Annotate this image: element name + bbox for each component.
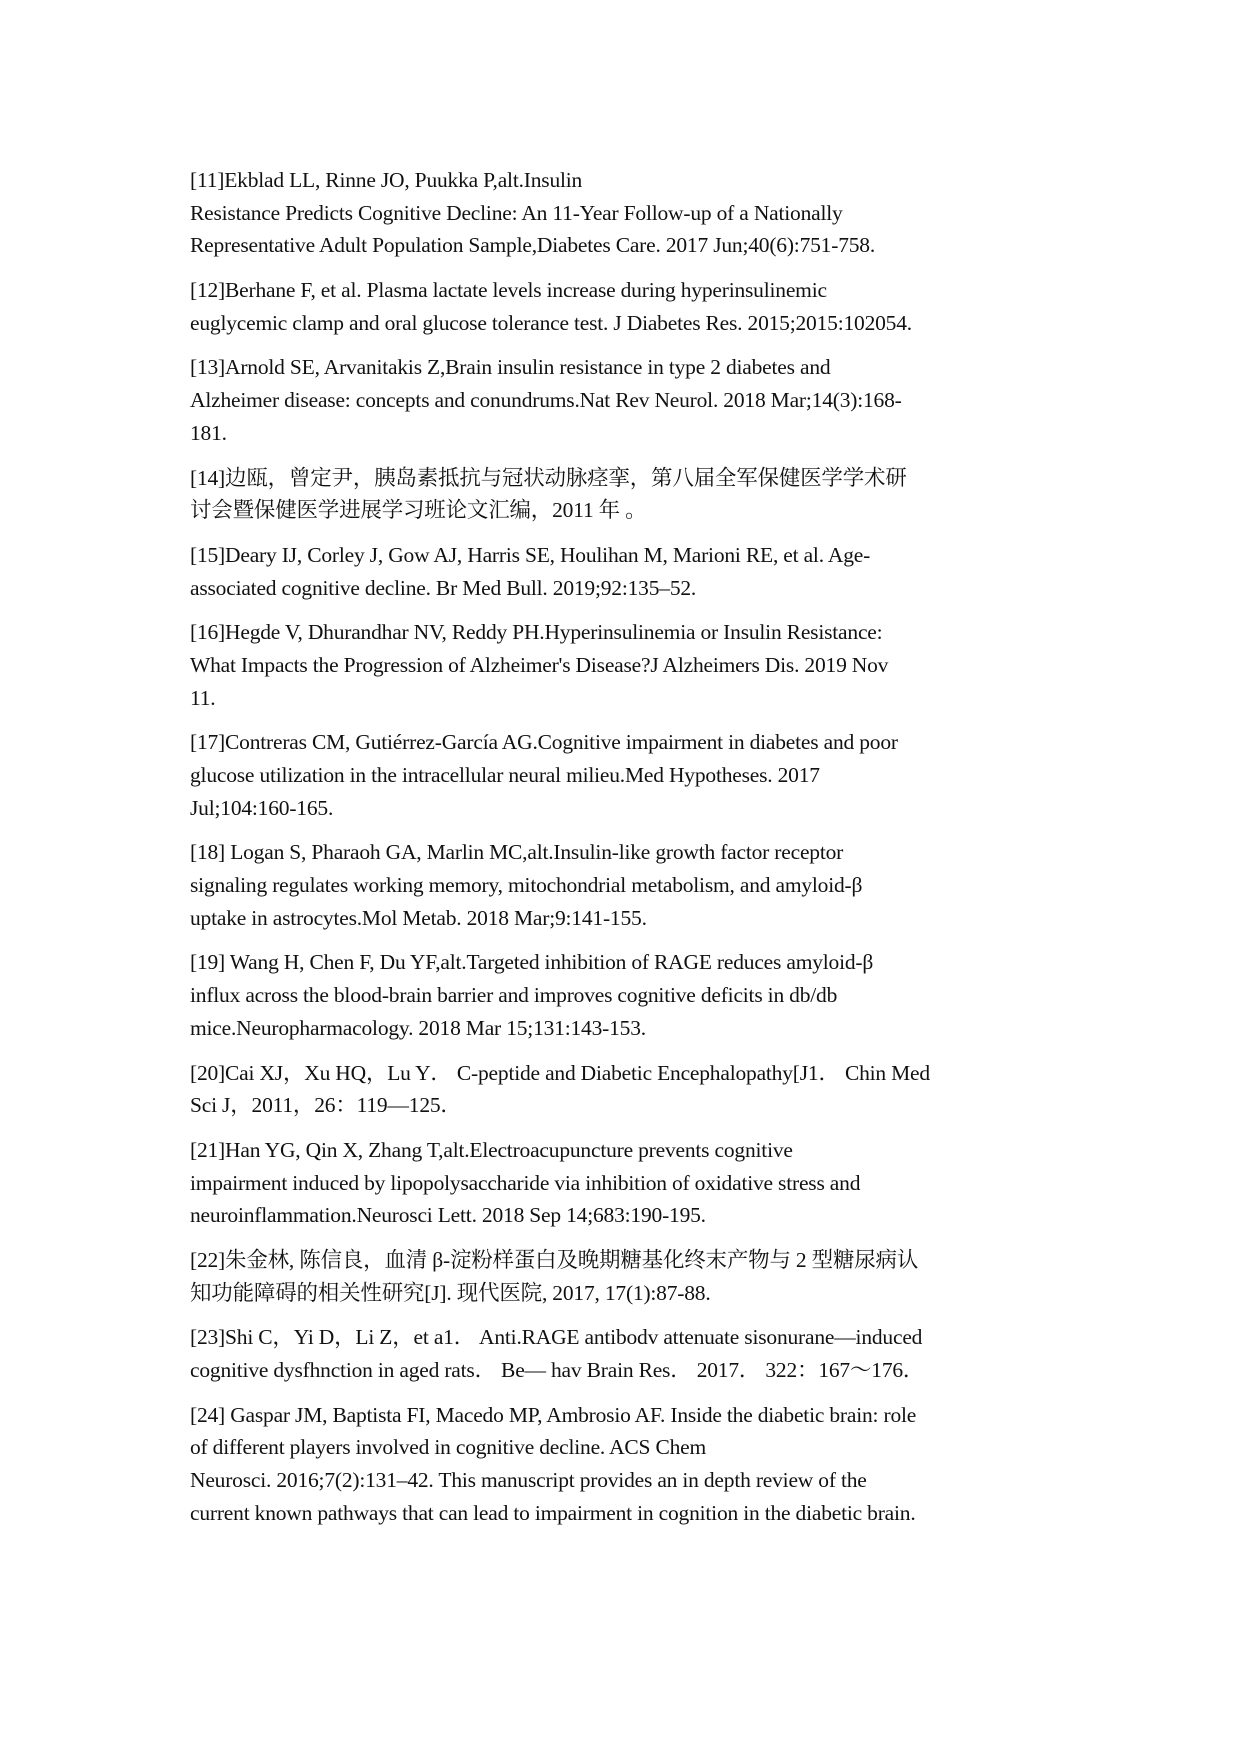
reference-line: uptake in astrocytes.Mol Metab. 2018 Mar;9:141-155. (190, 905, 647, 930)
reference-line: 11. (190, 685, 216, 710)
reference-line: Resistance Predicts Cognitive Decline: An 11-Year Follow-up of a Nationally (190, 200, 843, 225)
reference-line: euglycemic clamp and oral glucose tolerance test. J Diabetes Res. 2015;2015:102054. (190, 310, 912, 335)
reference-line: Alzheimer disease: concepts and conundrums.Nat Rev Neurol. 2018 Mar;14(3):168- (190, 388, 902, 413)
reference-entry (190, 1134, 1070, 1232)
reference-line: glucose utilization in the intracellular neural milieu.Med Hypotheses. 2017 (190, 763, 820, 787)
reference-entry (190, 539, 1070, 604)
reference-line: [19] Wang H, Chen F, Du YF,alt.Targeted inhibition of RAGE reduces amyloid-β (190, 950, 874, 975)
reference-entry (190, 1399, 1070, 1530)
reference-line: neuroinflammation.Neurosci Lett. 2018 Sep 14;683:190-195. (190, 1203, 706, 1228)
reference-line: influx across the blood-brain barrier and improves cognitive deficits in db/db (190, 983, 838, 1008)
reference-line: [17]Contreras CM, Gutiérrez-García AG.Cognitive impairment in diabetes and poor (190, 730, 898, 755)
reference-entry (190, 726, 1070, 824)
reference-entry (190, 836, 1070, 934)
reference-entry (190, 616, 1070, 714)
reference-line: Neurosci. 2016;7(2):131–42. This manuscript provides an in depth review of the (190, 1468, 867, 1493)
reference-line: [18] Logan S, Pharaoh GA, Marlin MC,alt.Insulin-like growth factor receptor (190, 840, 844, 865)
reference-line: cognitive dysfhnction in aged rats． Be— hav Brain Res． 2017． 322：167～176． (190, 1358, 925, 1382)
reference-line: 知功能障碍的相关性研究[J]. 现代医院, 2017, 17(1):87-88. (190, 1280, 711, 1305)
reference-line: signaling regulates working memory, mitochondrial metabolism, and amyloid-β (190, 873, 863, 898)
reference-line: [23]Shi C，Yi D，Li Z，et a1． Anti.RAGE antibodv attenuate sisonurane—induced (190, 1325, 923, 1350)
reference-line: [22]朱金林, 陈信良，血清 β-淀粉样蛋白及晚期糖基化终末产物与 2 型糖尿病认 (190, 1247, 919, 1272)
reference-line: [16]Hegde V, Dhurandhar NV, Reddy PH.Hyperinsulinemia or Insulin Resistance: (190, 620, 883, 645)
reference-list (190, 164, 1070, 1541)
reference-entry (190, 946, 1070, 1044)
reference-entry (190, 164, 1070, 262)
reference-line: mice.Neuropharmacology. 2018 Mar 15;131:143-153. (190, 1015, 646, 1040)
reference-line: of different players involved in cognitive decline. ACS Chem (190, 1435, 707, 1460)
reference-entry (190, 351, 1070, 449)
reference-line: [15]Deary IJ, Corley J, Gow AJ, Harris SE, Houlihan M, Marioni RE, et al. Age- (190, 542, 871, 567)
reference-line: [11]Ekblad LL, Rinne JO, Puukka P,alt.Insulin (190, 168, 583, 192)
reference-entry (190, 1244, 1070, 1309)
reference-line: [14]边瓯，曾定尹，胰岛素抵抗与冠状动脉痉挛，第八届全军保健医学学术研 (190, 465, 907, 490)
reference-line: current known pathways that can lead to impairment in cognition in the diabetic brain. (190, 1500, 916, 1525)
reference-line: Jul;104:160-165. (190, 795, 334, 820)
reference-line: [13]Arnold SE, Arvanitakis Z,Brain insulin resistance in type 2 diabetes and (190, 355, 831, 380)
reference-line: 讨会暨保健医学进展学习班论文汇编，2011 年 。 (190, 498, 647, 523)
reference-line: [24] Gaspar JM, Baptista FI, Macedo MP, Ambrosio AF. Inside the diabetic brain: role (190, 1402, 917, 1427)
reference-line: What Impacts the Progression of Alzheimer's Disease?J Alzheimers Dis. 2019 Nov (190, 652, 889, 677)
reference-line: Sci J，2011，26：119—125． (190, 1093, 462, 1118)
reference-entry (190, 462, 1070, 527)
reference-entry (190, 1057, 1070, 1122)
reference-line: 181. (190, 420, 227, 445)
reference-entry (190, 1321, 1070, 1386)
reference-line: [12]Berhane F, et al. Plasma lactate levels increase during hyperinsulinemic (190, 278, 827, 303)
reference-line: [21]Han YG, Qin X, Zhang T,alt.Electroacupuncture prevents cognitive (190, 1137, 793, 1162)
reference-line: Representative Adult Population Sample,Diabetes Care. 2017 Jun;40(6):751-758. (190, 233, 876, 258)
reference-line: associated cognitive decline. Br Med Bull. 2019;92:135–52. (190, 575, 697, 600)
reference-line: [20]Cai XJ，Xu HQ，Lu Y． C-peptide and Diabetic Encephalopathy[J1． Chin Med (190, 1060, 930, 1085)
reference-entry (190, 274, 1070, 339)
reference-line: impairment induced by lipopolysaccharide via inhibition of oxidative stress and (190, 1170, 861, 1195)
